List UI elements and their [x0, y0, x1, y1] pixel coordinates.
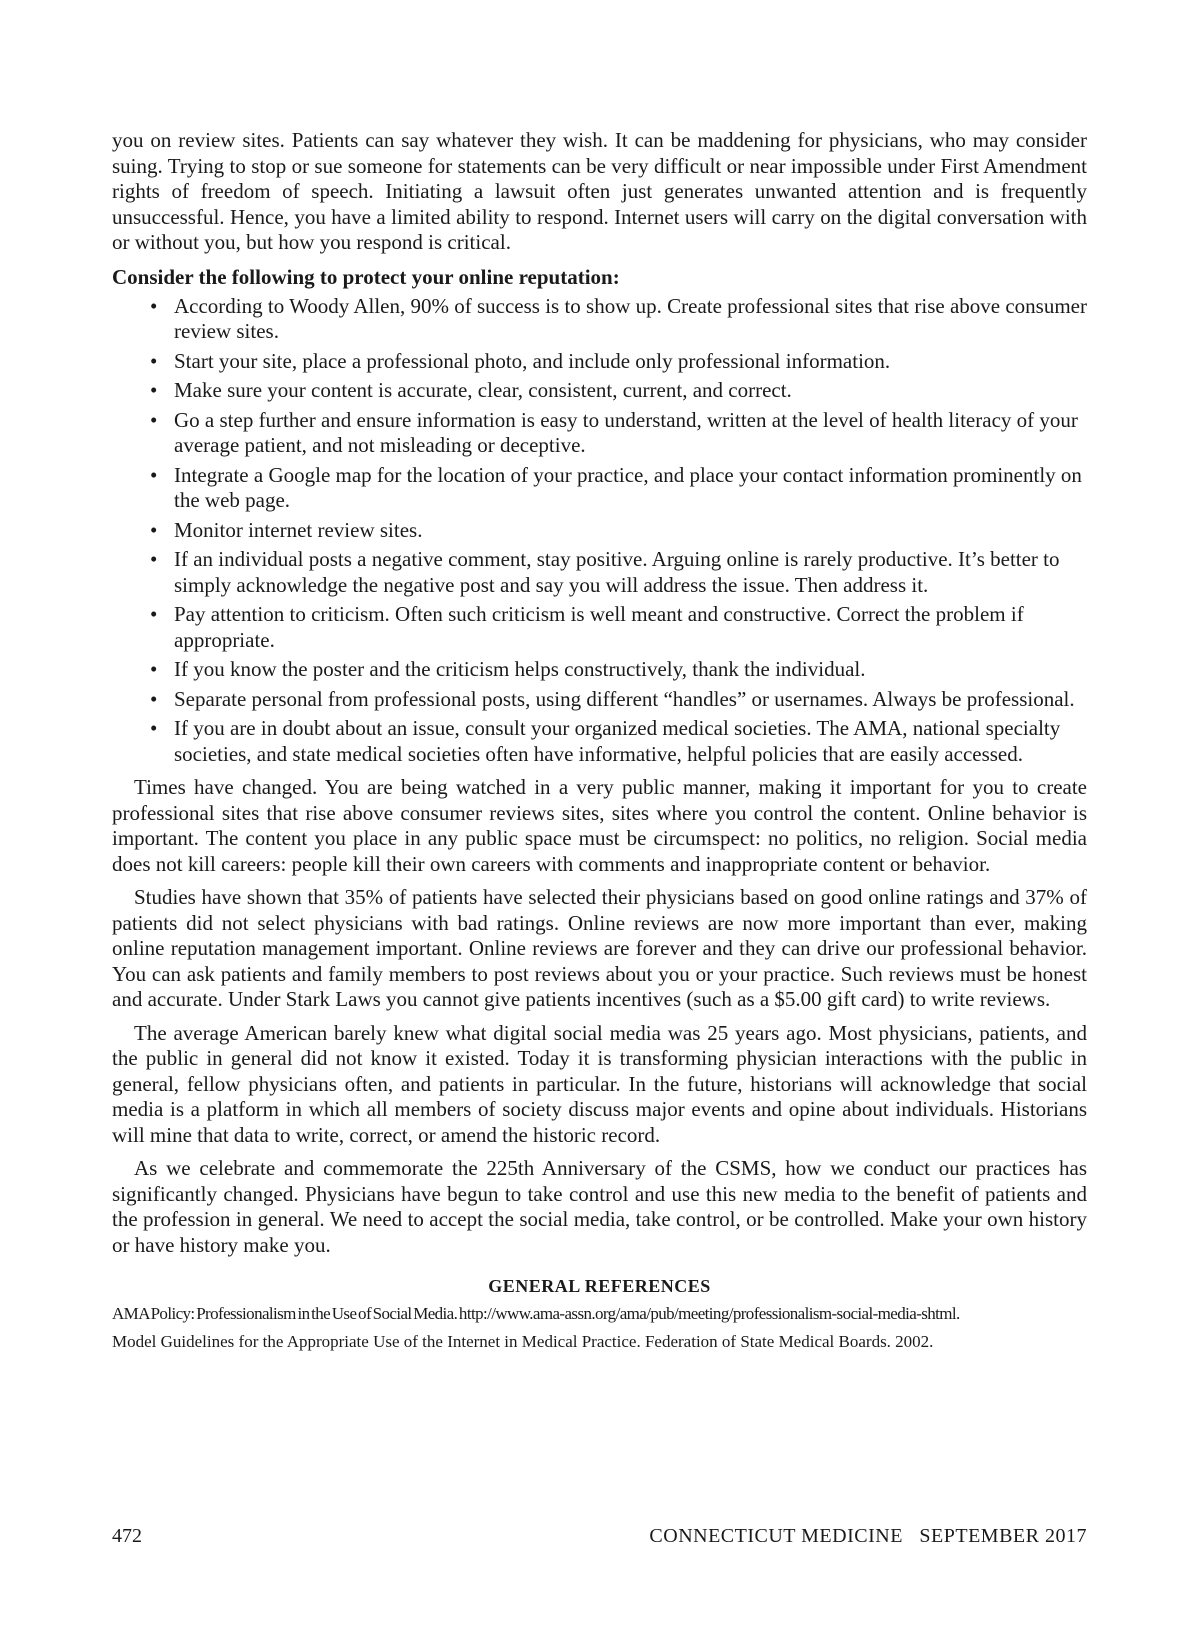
list-item-text: Make sure your content is accurate, clear, consistent, current, and correct.	[174, 378, 792, 402]
list-item	[150, 518, 1087, 544]
list-item-text: If you are in doubt about an issue, consult your organized medical societies. The AMA, national specialty societies, and state medical societies often have informative, helpful policies that are easily accessed.	[174, 716, 1061, 766]
bullet-icon: •	[150, 462, 158, 487]
page-number: 472	[112, 1525, 142, 1547]
body-paragraph: The average American barely knew what digital social media was 25 years ago. Most physicians, patients, and the public in general did not know it existed. Today it is transforming physician interactions with the public in general, fellow physicians often, and patients in particular. In the future, historians will acknowledge that social media is a platform in which all members of society discuss major events and opine about individuals. Historians will mine that data to write, correct, or amend the historic record.	[112, 1020, 1087, 1147]
bullet-icon: •	[150, 602, 158, 626]
journal-issue: CONNECTICUT MEDICINE SEPTEMBER 2017	[649, 1525, 1087, 1547]
list-item-text: According to Woody Allen, 90% of success is to show up. Create professional sites that rise above consumer review sites.	[174, 293, 1087, 343]
intro-paragraph: you on review sites. Patients can say whatever they wish. It can be maddening for physicians, who may consider suing. Trying to stop or sue someone for statements can be very difficult or near impossible under First Amendment rights of freedom of speech. Initiating a lawsuit often just generates unwanted attention and is frequently unsuccessful. Hence, you have a limited ability to respond. Internet users will carry on the digital conversation with or without you, but how you respond is critical.	[112, 128, 1087, 254]
bullet-icon: •	[150, 378, 158, 402]
bullet-icon: •	[150, 716, 158, 740]
bullet-icon: •	[150, 407, 158, 432]
page-footer	[112, 1525, 1087, 1555]
list-item-text: If you know the poster and the criticism helps constructively, thank the individual.	[174, 657, 866, 681]
list-item-text: Go a step further and ensure information is easy to understand, written at the level of health literacy of your average patient, and not misleading or deceptive.	[174, 407, 1078, 457]
list-item	[150, 657, 1087, 683]
list-item-text: Start your site, place a professional photo, and include only professional information.	[174, 348, 891, 373]
list-item-text: Integrate a Google map for the location of your practice, and place your contact information prominently on the web page.	[174, 462, 1082, 512]
list-item	[150, 294, 1087, 345]
reference-item: AMA Policy: Professionalism in the Use of Social Media. http://www.ama-assn.org/ama/pub/meeting/professionalism-social-media-shtml.	[112, 1304, 960, 1323]
list-item-text: Pay attention to criticism. Often such criticism is well meant and constructive. Correct the problem if appropriate.	[174, 602, 1024, 652]
body-paragraph: As we celebrate and commemorate the 225th Anniversary of the CSMS, how we conduct our practices has significantly changed. Physicians have begun to take control and use this new media to the benefit of patients and the profession in general. We need to accept the social media, take control, or be controlled. Make your own history or have history make you.	[112, 1156, 1087, 1257]
list-item-text: Monitor internet review sites.	[174, 517, 423, 542]
bullet-icon: •	[150, 517, 158, 542]
list-item	[150, 378, 1087, 404]
list-item-text: Separate personal from professional posts, using different “handles” or usernames. Always be professional.	[174, 686, 1075, 711]
bullet-icon: •	[150, 686, 158, 711]
references-heading: GENERAL REFERENCES	[488, 1276, 711, 1296]
bullet-icon: •	[150, 547, 158, 571]
bullet-icon: •	[150, 293, 158, 318]
recommendations-list	[112, 294, 1087, 768]
list-item	[150, 602, 1087, 653]
bullet-icon: •	[150, 348, 158, 373]
list-item	[150, 408, 1087, 459]
body-paragraph: Times have changed. You are being watched in a very public manner, making it important for you to create professional sites that rise above consumer reviews sites, sites where you control the content. Online behavior is important. The content you place in any public space must be circumspect: no politics, no religion. Social media does not kill careers: people kill their own careers with comments and inappropriate content or behavior.	[112, 775, 1087, 876]
body-paragraph: Studies have shown that 35% of patients have selected their physicians based on good online ratings and 37% of patients did not select physicians with bad ratings. Online reviews are now more important than ever, making online reputation management important. Online reviews are forever and they can drive our professional behavior. You can ask patients and family members to post reviews about you or your practice. Such reviews must be honest and accurate. Under Stark Laws you cannot give patients incentives (such as a $5.00 gift card) to write reviews.	[112, 885, 1087, 1011]
list-item-text: If an individual posts a negative comment, stay positive. Arguing online is rarely productive. It’s better to simply acknowledge the negative post and say you will address the issue. Then address it.	[174, 547, 1060, 597]
list-heading: Consider the following to protect your online reputation:	[112, 264, 620, 289]
list-item	[150, 463, 1087, 514]
list-item	[150, 687, 1087, 713]
list-item	[150, 547, 1087, 598]
article-body	[112, 128, 1087, 1353]
list-item	[150, 716, 1087, 767]
reference-item: Model Guidelines for the Appropriate Use of the Internet in Medical Practice. Federation of State Medical Boards. 2002.	[112, 1332, 934, 1351]
list-item	[150, 349, 1087, 375]
bullet-icon: •	[150, 657, 158, 681]
